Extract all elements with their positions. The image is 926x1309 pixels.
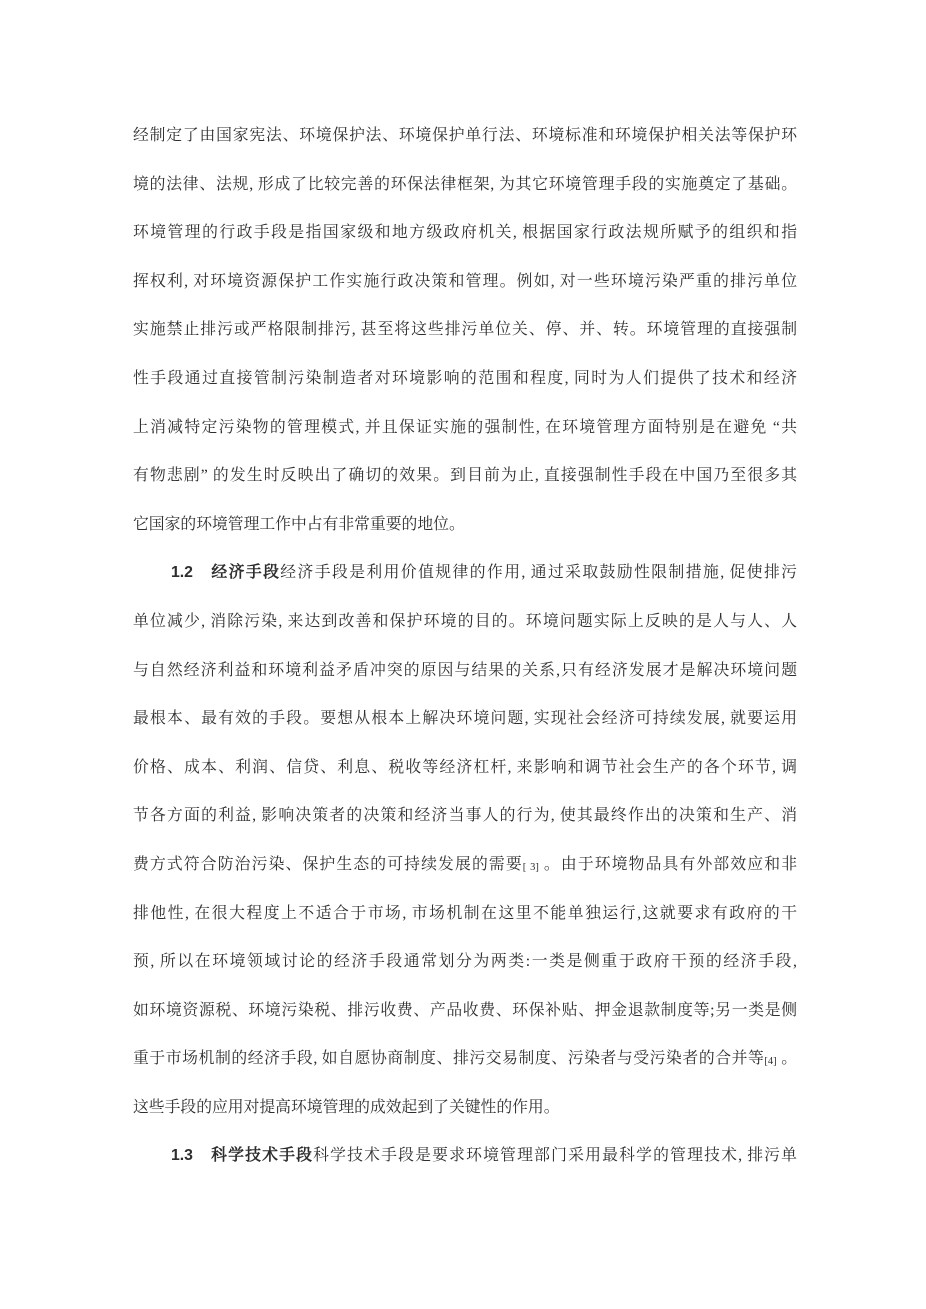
text-segment: 上消减特定污染物的管理模式, 并且保证实施的强制性, 在环境管理方面特别是在避免 “共 xyxy=(133,418,797,436)
text-line xyxy=(133,1084,797,1133)
text-segment: 这些手段的应用对提高环境管理的成效起到了关键性的作用。 xyxy=(133,1098,560,1116)
text-line xyxy=(133,112,797,161)
text-line xyxy=(133,258,797,307)
reference-marker: [ 3] xyxy=(522,861,539,873)
text-segment: 与自然经济利益和环境利益矛盾冲突的原因与结果的关系,只有经济发展才是解决环境问题 xyxy=(133,661,797,679)
text-segment: 节各方面的利益, 影响决策者的决策和经济当事人的行为, 使其最终作出的决策和生产、消 xyxy=(133,807,797,825)
text-line xyxy=(133,404,797,453)
text-line xyxy=(133,598,797,647)
section-number: 1.3 xyxy=(171,1147,193,1165)
text-line xyxy=(133,306,797,355)
text-line xyxy=(133,938,797,987)
text-segment: 。 xyxy=(776,1050,797,1068)
text-segment: 价格、成本、利润、信贷、利息、税收等经济杠杆, 来影响和调节社会生产的各个环节, 调 xyxy=(133,758,797,776)
text-line xyxy=(133,1035,797,1084)
section-number: 1.2 xyxy=(171,564,193,582)
text-line xyxy=(133,1132,797,1181)
text-segment: 挥权利, 对环境资源保护工作实施行政决策和管理。例如, 对一些环境污染严重的排污单位 xyxy=(133,272,797,290)
text-line xyxy=(133,890,797,939)
text-line xyxy=(133,695,797,744)
text-segment: 有物悲剧” 的发生时反映出了确切的效果。到目前为止, 直接强制性手段在中国乃至很多其 xyxy=(133,467,797,485)
text-segment: 环境管理的行政手段是指国家级和地方级政府机关, 根据国家行政法规所赋予的组织和指 xyxy=(133,224,797,242)
text-segment: 经济手段是利用价值规律的作用, 通过采取鼓励性限制措施, 促使排污 xyxy=(280,564,797,582)
text-line xyxy=(133,792,797,841)
text-segment: 重于市场机制的经济手段, 如自愿协商制度、排污交易制度、污染者与受污染者的合并等 xyxy=(133,1050,765,1068)
text-line xyxy=(133,161,797,210)
text-segment: 单位减少, 消除污染, 来达到改善和保护环境的目的。环境问题实际上反映的是人与人、人 xyxy=(133,612,797,630)
text-line xyxy=(133,209,797,258)
text-segment: 经制定了由国家宪法、环境保护法、环境保护单行法、环境标准和环境保护相关法等保护环 xyxy=(133,127,797,144)
text-segment: 排他性, 在很大程度上不适合于市场, 市场机制在这里不能单独运行,这就要求有政府的干 xyxy=(133,904,797,922)
text-line xyxy=(133,452,797,501)
section-heading: 科学技术手段 xyxy=(209,1147,314,1165)
text-segment: 它国家的环境管理工作中占有非常重要的地位。 xyxy=(133,515,465,533)
text-segment: 。由于环境物品具有外部效应和非 xyxy=(538,855,797,873)
text-segment: 如环境资源税、环境污染税、排污收费、产品收费、环保补贴、押金退款制度等;另一类是侧 xyxy=(133,1001,797,1019)
text-line xyxy=(133,744,797,793)
text-segment: 性手段通过直接管制污染制造者对环境影响的范围和程度, 同时为人们提供了技术和经济 xyxy=(133,369,797,387)
section-heading: 经济手段 xyxy=(209,564,281,582)
text-segment: 科学技术手段是要求环境管理部门采用最科学的管理技术, 排污单 xyxy=(313,1147,797,1165)
text-segment: 实施禁止排污或严格限制排污, 甚至将这些排污单位关、停、并、转。环境管理的直接强制 xyxy=(133,321,797,339)
text-line xyxy=(133,501,797,550)
text-segment: 费方式符合防治污染、保护生态的可持续发展的需要 xyxy=(133,855,523,873)
reference-marker: [4] xyxy=(764,1056,777,1068)
text-line xyxy=(133,355,797,404)
text-line xyxy=(133,647,797,696)
text-line xyxy=(133,841,797,890)
text-line xyxy=(133,987,797,1036)
text-lines xyxy=(133,112,797,1181)
text-segment: 境的法律、法规, 形成了比较完善的环保法律框架, 为其它环境管理手段的实施奠定了基础。 xyxy=(133,175,797,193)
text-segment: 最根本、最有效的手段。要想从根本上解决环境问题, 实现社会经济可持续发展, 就要运用 xyxy=(133,710,797,728)
text-segment: 预, 所以在环境领域讨论的经济手段通常划分为两类:一类是侧重于政府干预的经济手段, xyxy=(133,953,797,971)
text-line xyxy=(133,549,797,598)
